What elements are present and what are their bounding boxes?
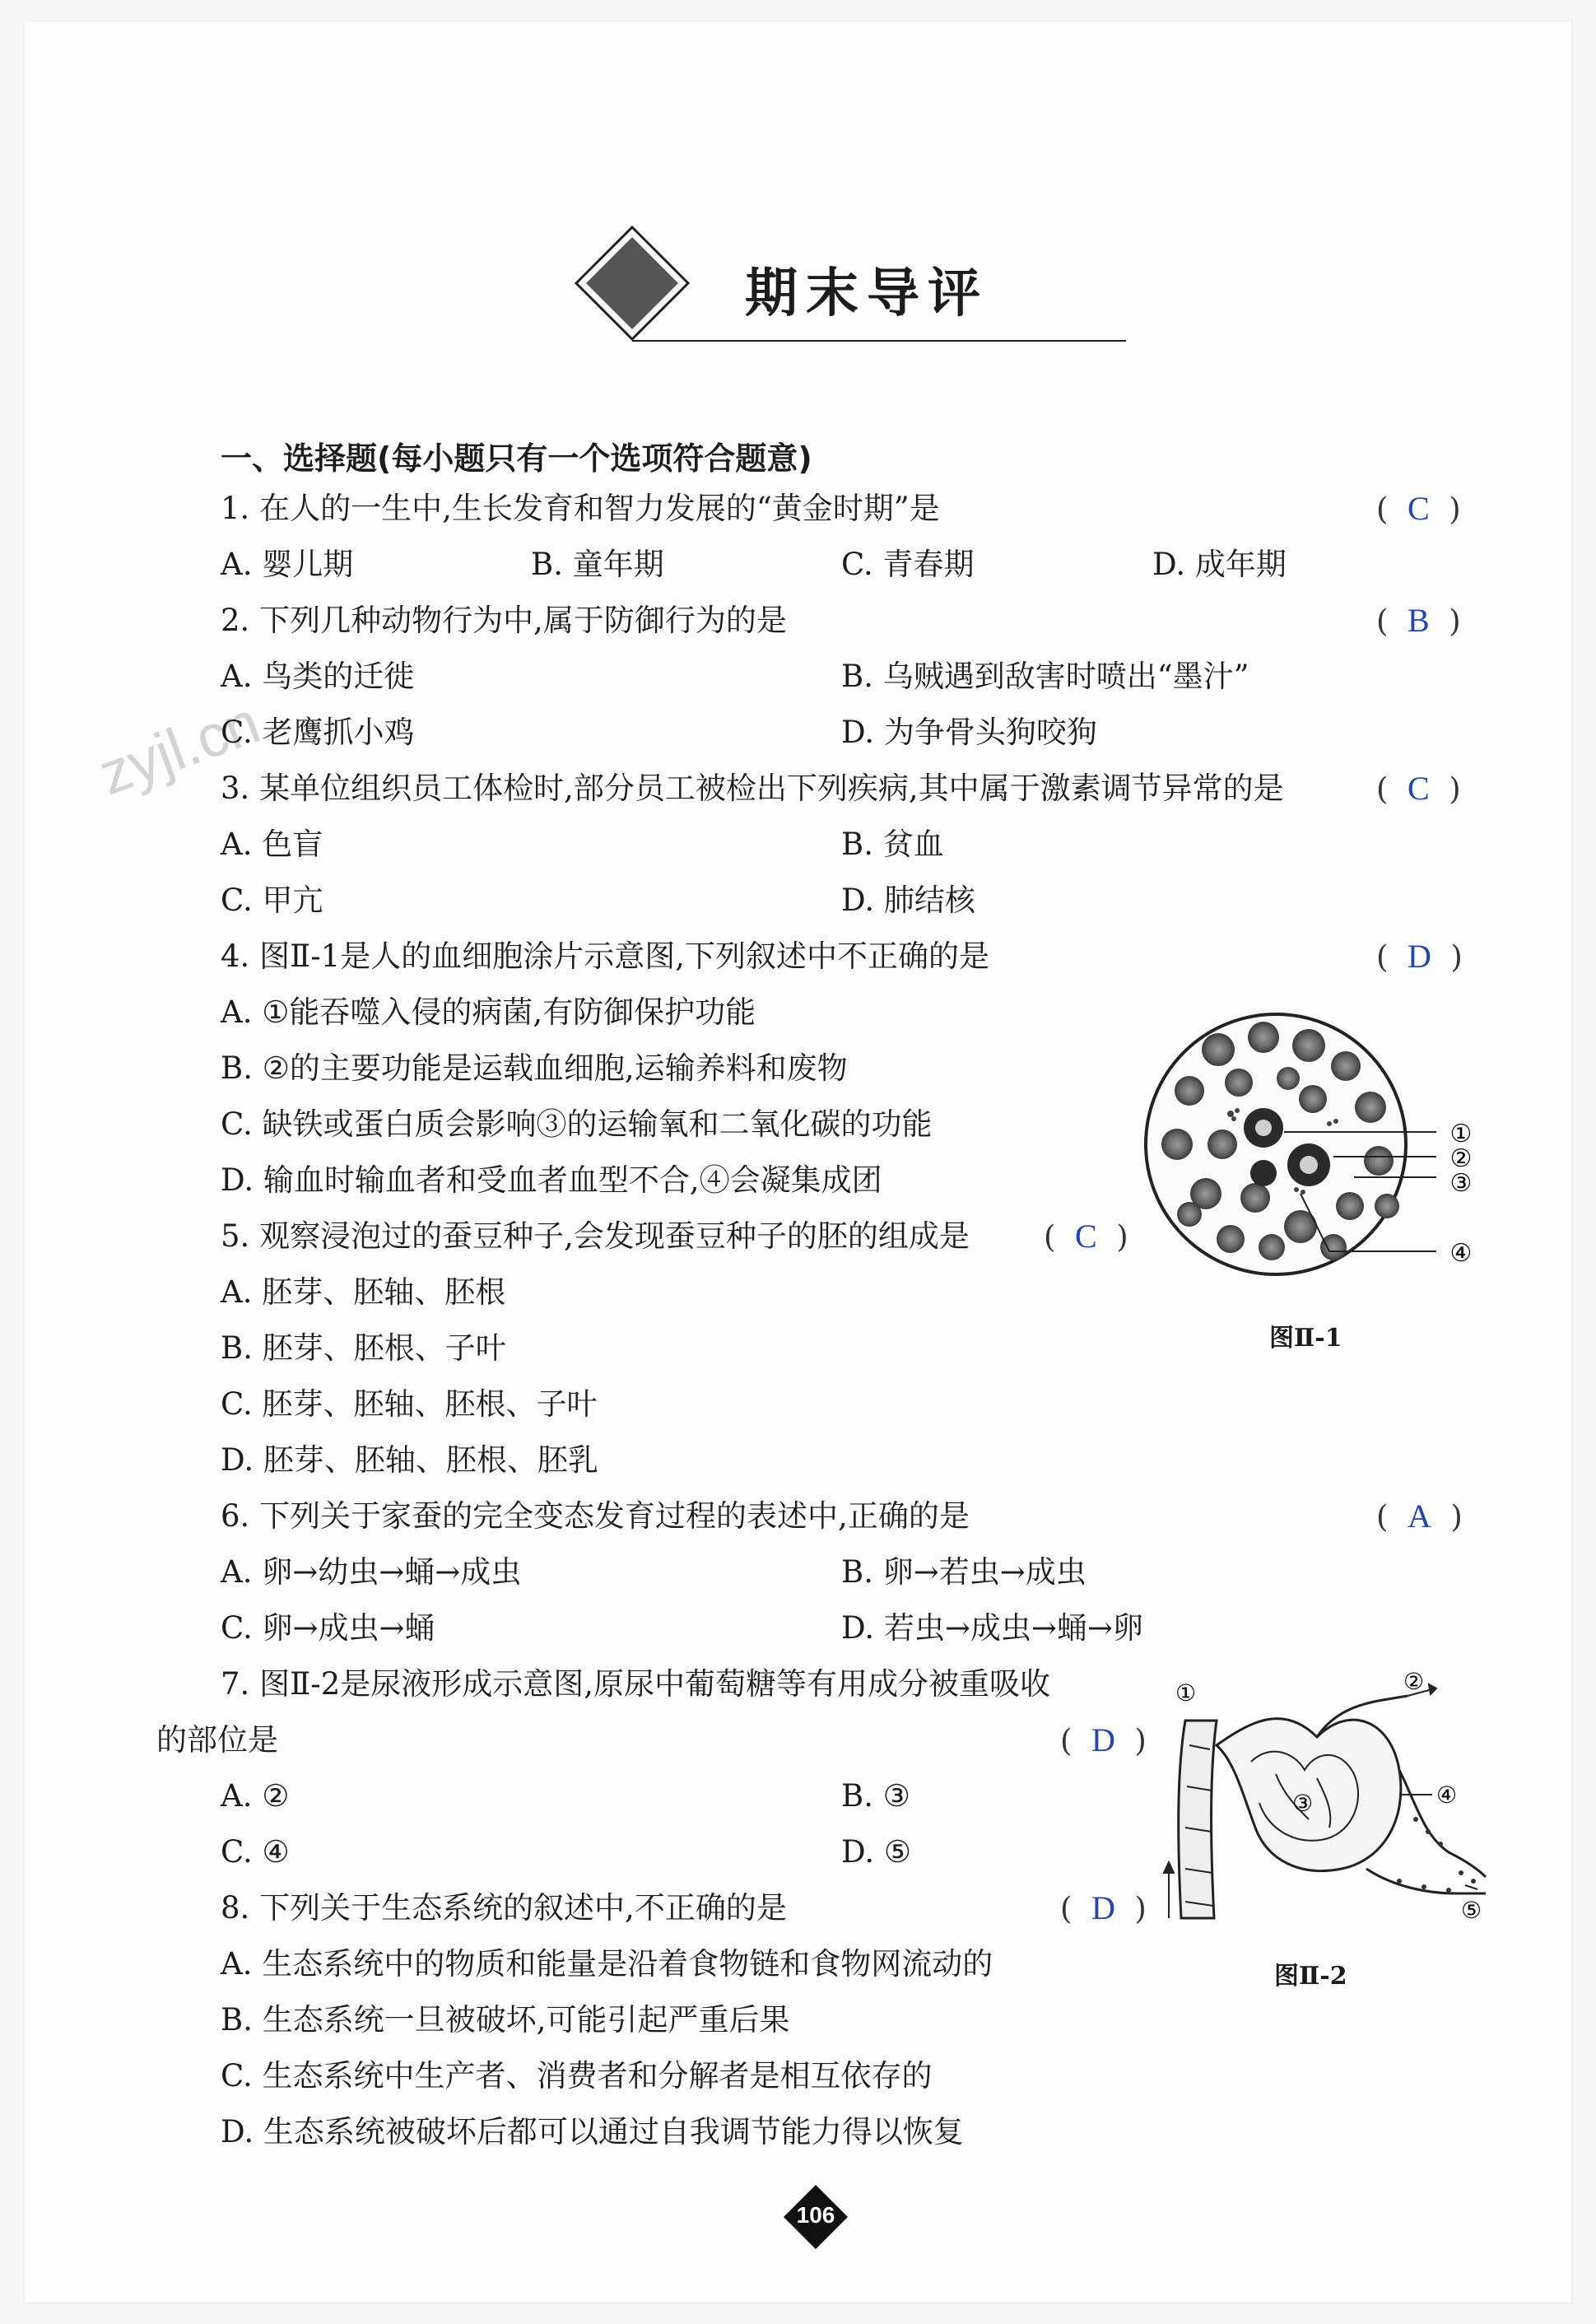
option: A. 生态系统中的物质和能量是沿着食物链和食物网流动的 [221,1946,993,1982]
option: C. 胚芽、胚轴、胚根、子叶 [221,1386,598,1422]
blood-smear-figure [1140,1000,1486,1297]
option: D. 生态系统被破坏后都可以通过自我调节能力得以恢复 [221,2114,964,2149]
option: A. 卵→幼虫→蛹→成虫 [221,1554,522,1590]
figure-label: ③ [1292,1790,1314,1817]
question-stem: 7. 图Ⅱ-2是尿液形成示意图,原尿中葡萄糖等有用成分被重吸收 [221,1666,1051,1702]
option: D. ⑤ [841,1834,912,1870]
option: C. 生态系统中生产者、消费者和分解者是相互依存的 [221,2058,933,2093]
answer: B [1407,602,1430,639]
question-stem: 1. 在人的一生中,生长发育和智力发展的“黄金时期”是 [221,491,940,526]
watermark: zyjl.cn [91,689,268,808]
answer-bracket: ( C ) [1376,770,1461,807]
option: A. 婴儿期 [221,547,354,582]
option: A. 胚芽、胚轴、胚根 [221,1274,506,1310]
option: B. ③ [841,1778,910,1814]
figure-label: ④ [1449,1239,1473,1268]
figure-label: ④ [1436,1781,1458,1809]
option: C. 缺铁或蛋白质会影响③的运输氧和二氧化碳的功能 [221,1106,933,1142]
figure-label: ⑤ [1461,1897,1482,1924]
option: B. 生态系统一旦被破坏,可能引起严重后果 [221,2002,790,2038]
option: D. 输血时输血者和受血者血型不合,④会凝集成团 [221,1162,882,1198]
nephron-figure [1152,1671,1498,1943]
option: B. 童年期 [531,547,664,582]
option: B. 卵→若虫→成虫 [841,1554,1086,1590]
answer-bracket: ( D ) [1060,1889,1147,1926]
option: A. ①能吞噬入侵的病菌,有防御保护功能 [221,994,756,1030]
figure-caption: 图Ⅱ-1 [1269,1324,1342,1353]
answer: D [1091,1889,1115,1926]
figure-label: ① [1175,1679,1197,1707]
option: A. 鸟类的迁徙 [221,659,415,694]
answer-bracket: ( A ) [1376,1497,1463,1535]
figure-label: ② [1449,1144,1473,1173]
option: D. 为争骨头狗咬狗 [841,715,1097,750]
answer: D [1091,1721,1115,1758]
figure-caption: 图Ⅱ-2 [1274,1962,1347,1991]
figure-label: ③ [1449,1169,1473,1198]
answer: A [1407,1497,1431,1535]
question-stem: 6. 下列关于家蚕的完全变态发育过程的表述中,正确的是 [221,1498,970,1534]
answer-bracket: ( D ) [1376,938,1463,975]
question-stem: 2. 下列几种动物行为中,属于防御行为的是 [221,603,787,638]
option: C. 甲亢 [221,883,323,918]
option: A. 色盲 [221,827,323,862]
answer: D [1407,938,1431,975]
option: A. ② [221,1778,290,1814]
option: C. 老鹰抓小鸡 [221,715,415,750]
option: B. 胚芽、胚根、子叶 [221,1330,506,1366]
page-number: 106 [796,2202,835,2228]
option: C. ④ [221,1834,290,1870]
question-stem: 5. 观察浸泡过的蚕豆种子,会发现蚕豆种子的胚的组成是 [221,1218,970,1254]
question-stem: 3. 某单位组织员工体检时,部分员工被检出下列疾病,其中属于激素调节异常的是 [221,771,1284,806]
question-stem-continued: 的部位是 [156,1722,278,1758]
answer: C [1074,1218,1097,1255]
option: D. 若虫→成虫→蛹→卵 [841,1610,1143,1646]
option: B. 乌贼遇到敌害时喷出“墨汁” [841,659,1249,694]
answer-bracket: ( B ) [1376,602,1461,639]
option: C. 卵→成虫→蛹 [221,1610,435,1646]
answer-bracket: ( C ) [1044,1218,1128,1255]
question-stem: 4. 图Ⅱ-1是人的血细胞涂片示意图,下列叙述中不正确的是 [221,938,990,974]
question-stem: 8. 下列关于生态系统的叙述中,不正确的是 [221,1890,787,1926]
option: D. 胚芽、胚轴、胚根、胚乳 [221,1442,598,1478]
option: B. 贫血 [841,827,944,862]
page-title: 期末导评 [745,263,989,324]
answer-bracket: ( C ) [1376,490,1461,527]
answer: C [1407,490,1430,527]
answer: C [1407,770,1430,807]
option: D. 肺结核 [841,883,975,918]
option: C. 青春期 [841,547,975,582]
figure-label: ② [1403,1671,1425,1695]
answer-bracket: ( D ) [1060,1721,1147,1758]
section-heading: 一、选择题(每小题只有一个选项符合题意) [221,440,812,477]
option: B. ②的主要功能是运载血细胞,运输养料和废物 [221,1050,848,1086]
figure-label: ① [1449,1120,1473,1148]
option: D. 成年期 [1152,547,1287,582]
